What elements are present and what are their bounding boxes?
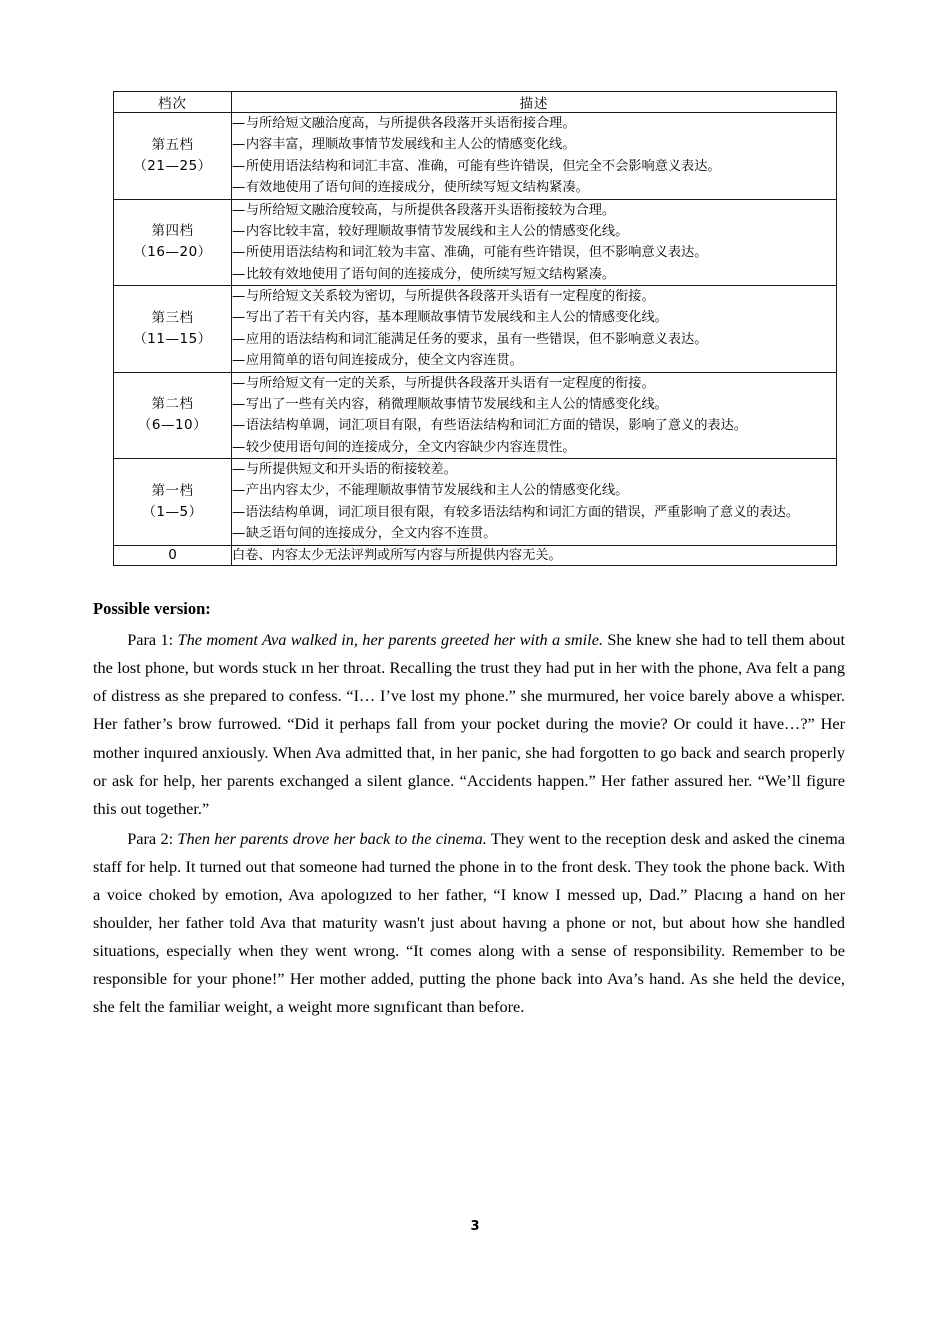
rubric-bullet-text: 比较有效地使用了语句间的连接成分，使所续写短文结构紧凑。 — [245, 266, 616, 282]
rubric-bullet-text: 内容比较丰富，较好理顺故事情节发展线和主人公的情感变化线。 — [245, 223, 629, 239]
table-row — [114, 286, 837, 373]
rubric-bullet — [232, 177, 836, 198]
rubric-bullet-text: 较少使用语句间的连接成分，全文内容缺少内容连贯性。 — [245, 439, 576, 455]
rubric-bullet-text: 缺乏语句间的连接成分，全文内容不连贯。 — [245, 526, 497, 542]
dash-marker-icon: — — [232, 158, 246, 174]
rubric-bullet-text: 语法结构单调，词汇项目很有限，有较多语法结构和词汇方面的错误，严重影响了意义的表达。 — [245, 504, 800, 520]
rubric-bullet — [232, 480, 836, 501]
paragraph-body: She knew she had to tell them about the lost phone, but words stuck ın her throat. Recalling the trust they had put in her with the phone, Ava felt a pang of distress as she prepared to confess. “I… I’ve lost my phone.” she murmured, her voice barely above a whisper. Her father’s brow furrowed. “Did it perhaps fall from your pocket during the movie? Or could it have…?” Her mother inquıred anxiously. When Ava admitted that, in her panic, she had forgotten to go back and search properly or ask for help, her parents exchanged a silent glance. “Accidents happen.” Her father assured her. “We’ll figure this out together.” — [93, 630, 846, 818]
dash-marker-icon: — — [232, 266, 246, 282]
rubric-level-cell — [114, 199, 232, 286]
rubric-bullet — [232, 459, 836, 480]
rubric-level-cell — [114, 286, 232, 373]
table-row — [114, 545, 837, 566]
rubric-bullet-text: 写出了若干有关内容，基本理顺故事情节发展线和主人公的情感变化线。 — [245, 310, 668, 326]
scoring-rubric-table-wrapper — [113, 91, 836, 566]
rubric-bullet — [232, 523, 836, 544]
dash-marker-icon: — — [232, 418, 246, 434]
rubric-bullet — [232, 415, 836, 436]
dash-marker-icon: — — [232, 439, 246, 455]
column-header-level: 档次 — [114, 92, 232, 113]
rubric-bullet-text: 所使用语法结构和词汇较为丰富、准确，可能有些许错误，但不影响意义表达。 — [245, 245, 708, 261]
rubric-bullet-text: 应用的语法结构和词汇能满足任务的要求，虽有一些错误，但不影响意义表达。 — [245, 331, 708, 347]
rubric-bullet-text: 所使用语法结构和词汇丰富、准确，可能有些许错误，但完全不会影响意义表达。 — [245, 158, 721, 174]
rubric-description-cell — [232, 199, 837, 286]
paragraph-label: Para 2: — [127, 828, 178, 848]
rubric-level-name: 第一档 — [151, 482, 194, 499]
paragraph-2 — [93, 825, 845, 1021]
rubric-bullet — [232, 113, 836, 134]
rubric-level-name: 第四档 — [151, 223, 194, 240]
rubric-level-range: （11—15） — [133, 330, 212, 347]
rubric-bullet-text: 与所提供短文和开头语的衔接较差。 — [245, 462, 457, 477]
rubric-bullet-text: 语法结构单调，词汇项目有限，有些语法结构和词汇方面的错误，影响了意义的表达。 — [245, 418, 747, 434]
section-heading: Possible version: — [93, 599, 211, 618]
rubric-bullet-text: 有效地使用了语句间的连接成分，使所续写短文结构紧凑。 — [245, 180, 589, 196]
paragraph-label: Para 1: — [127, 630, 178, 650]
rubric-bullet-text: 写出了一些有关内容，稍微理顺故事情节发展线和主人公的情感变化线。 — [245, 396, 668, 412]
rubric-bullet — [232, 156, 836, 177]
dash-marker-icon: — — [232, 375, 246, 391]
rubric-bullet — [232, 200, 836, 221]
rubric-description-cell — [232, 286, 837, 373]
table-header-row — [114, 92, 837, 113]
rubric-bullet — [232, 134, 836, 155]
table-row — [114, 199, 837, 286]
dash-marker-icon: — — [232, 331, 246, 347]
rubric-bullet — [232, 502, 836, 523]
rubric-bullet — [232, 373, 836, 394]
dash-marker-icon: — — [232, 310, 246, 326]
paragraph-lead-sentence: The moment Ava walked in, her parents greeted her with a smile. — [177, 630, 603, 650]
rubric-bullet — [232, 437, 836, 458]
rubric-bullet — [232, 286, 836, 307]
paragraph-1 — [93, 626, 845, 822]
rubric-bullet — [232, 329, 836, 350]
rubric-bullet — [232, 242, 836, 263]
rubric-level-cell — [114, 113, 232, 200]
dash-marker-icon: — — [232, 526, 246, 542]
dash-marker-icon: — — [232, 396, 246, 412]
rubric-description-cell — [232, 113, 837, 200]
dash-marker-icon: — — [232, 223, 246, 239]
rubric-bullet-text: 与所给短文融洽度较高，与所提供各段落开头语衔接较为合理。 — [245, 202, 616, 218]
rubric-body — [114, 113, 837, 566]
rubric-level-name: 第五档 — [151, 136, 194, 153]
rubric-bullet-text: 与所给短文关系较为密切，与所提供各段落开头语有一定程度的衔接。 — [245, 289, 655, 304]
rubric-level-range: （1—5） — [142, 503, 203, 520]
rubric-bullet-text: 应用简单的语句间连接成分，使全文内容连贯。 — [245, 353, 523, 369]
rubric-bullet-text: 内容丰富，理顺故事情节发展线和主人公的情感变化线。 — [245, 137, 576, 153]
dash-marker-icon: — — [232, 353, 246, 369]
rubric-level-cell-zero: 0 — [114, 545, 232, 566]
rubric-level-range: （6—10） — [137, 417, 208, 434]
scoring-rubric-table — [113, 91, 837, 566]
dash-marker-icon: — — [232, 180, 246, 196]
rubric-level-range: （21—25） — [133, 157, 212, 174]
rubric-bullet — [232, 221, 836, 242]
rubric-level-cell — [114, 459, 232, 546]
possible-version-section — [93, 598, 845, 1023]
column-header-description: 描述 — [232, 92, 837, 113]
rubric-bullet — [232, 350, 836, 371]
table-row — [114, 459, 837, 546]
dash-marker-icon: — — [232, 504, 246, 520]
rubric-description-cell — [232, 459, 837, 546]
paragraph-body: They went to the reception desk and asked the cinema staff for help. It turned out that someone had turned the phone in to the front desk. They took the phone back. With a voice choked by emotion, Ava apologızed to her father, “I know I messed up, Dad.” Placıng a hand on her shoulder, her father told Ava that maturity wasn't just about havıng a phone or not, but about how she handled situations, especially when they went wrong. “It comes along with a sense of responsibility. Remember to be responsible for your phone!” Her mother added, putting the phone back into Ava’s hand. As she held the device, she felt the familiar weight, a weight more sıgnıficant than before. — [93, 828, 845, 1016]
paragraph-lead-sentence: Then her parents drove her back to the cinema. — [177, 828, 487, 848]
dash-marker-icon: — — [232, 202, 246, 218]
table-row — [114, 113, 837, 200]
dash-marker-icon: — — [232, 116, 246, 131]
dash-marker-icon: — — [232, 137, 246, 153]
dash-marker-icon: — — [232, 462, 246, 477]
rubric-level-range: （16—20） — [133, 244, 212, 261]
dash-marker-icon: — — [232, 245, 246, 261]
rubric-description-cell-zero: 白卷、内容太少无法评判或所写内容与所提供内容无关。 — [232, 545, 837, 566]
page-number: 3 — [470, 1219, 480, 1234]
rubric-description-cell — [232, 372, 837, 459]
rubric-level-name: 第三档 — [151, 309, 194, 326]
rubric-bullet — [232, 307, 836, 328]
rubric-bullet-text: 产出内容太少，不能理顺故事情节发展线和主人公的情感变化线。 — [245, 483, 629, 499]
dash-marker-icon: — — [232, 289, 246, 304]
rubric-level-cell — [114, 372, 232, 459]
rubric-bullet-text: 与所给短文有一定的关系，与所提供各段落开头语有一定程度的衔接。 — [245, 375, 655, 391]
rubric-bullet — [232, 264, 836, 285]
rubric-level-name: 第二档 — [151, 396, 194, 413]
dash-marker-icon: — — [232, 483, 246, 499]
table-row — [114, 372, 837, 459]
rubric-bullet-text: 与所给短文融洽度高，与所提供各段落开头语衔接合理。 — [245, 116, 576, 131]
rubric-bullet — [232, 394, 836, 415]
